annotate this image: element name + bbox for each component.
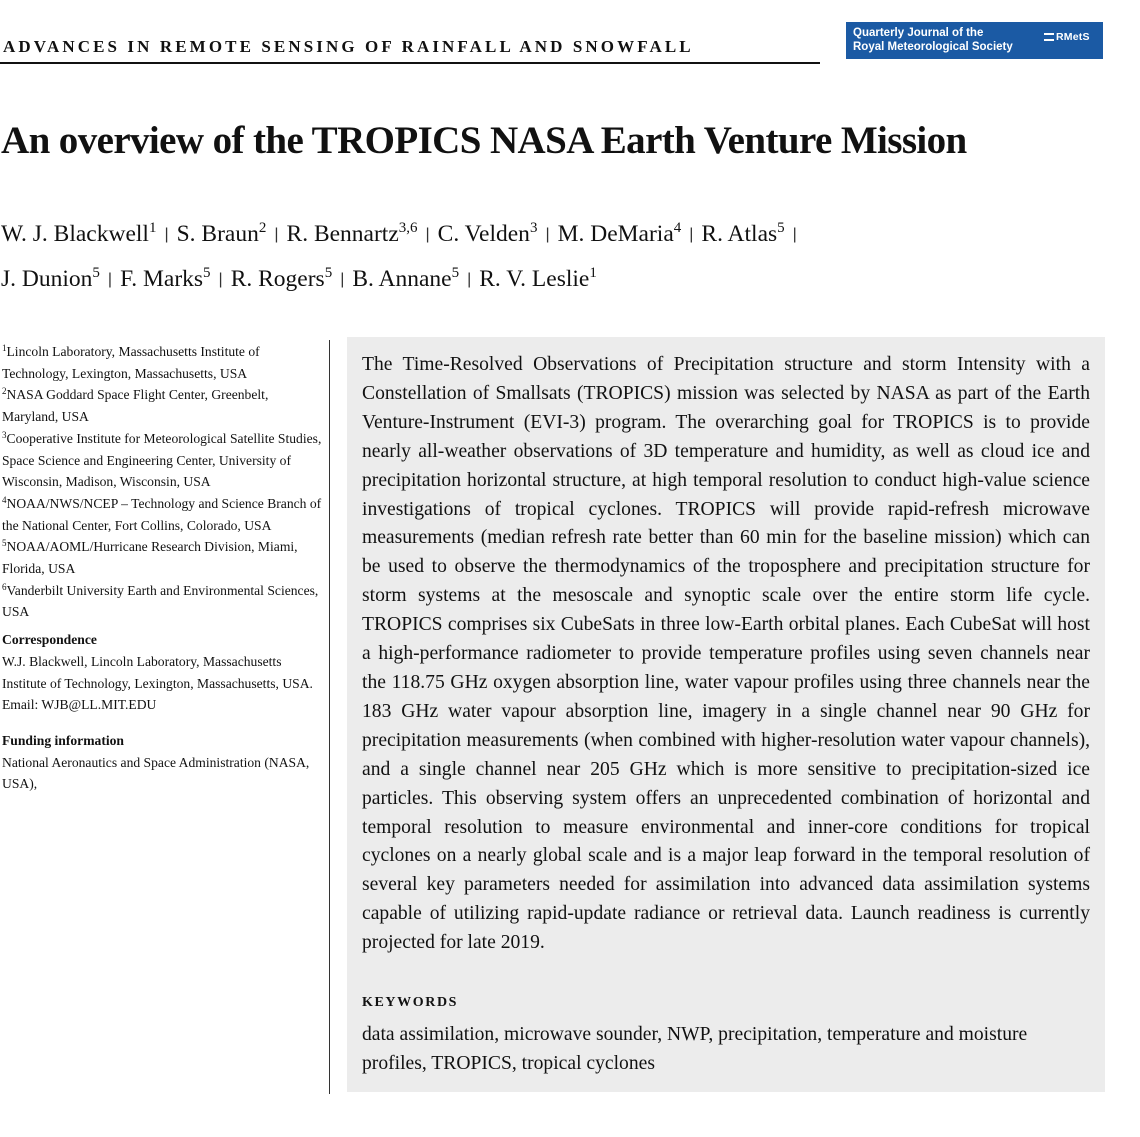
abstract-panel (347, 337, 1105, 1092)
author-separator: | (218, 271, 223, 288)
author-name: B. Annane (352, 266, 452, 292)
author-affiliation-mark: 4 (673, 220, 682, 236)
funding-text: National Aeronautics and Space Administration (NASA, USA), (2, 754, 310, 792)
journal-name-line2: Royal Meteorological Society (853, 41, 1013, 53)
affiliation-text: Lincoln Laboratory, Massachusetts Institute of Technology, Lexington, Massachusetts, USA (2, 344, 260, 381)
author-name: R. Rogers (230, 266, 325, 292)
affiliation-number: 4 (2, 494, 7, 505)
author-separator: | (107, 271, 113, 288)
affiliation-list (2, 341, 324, 623)
author (1, 221, 156, 247)
author (177, 221, 267, 247)
affiliation (2, 536, 324, 579)
author (701, 221, 784, 247)
keywords-text: data assimilation, microwave sounder, NWP, precipitation, temperature and moisture profiles, TROPICS, tropical cyclones (362, 1024, 1028, 1074)
affiliation-text: NASA Goddard Space Flight Center, Greenbelt, Maryland, USA (2, 387, 269, 425)
affiliation-number: 3 (2, 429, 7, 440)
author (287, 221, 418, 247)
series-title: ADVANCES IN REMOTE SENSING OF RAINFALL AND SNOWFALL (3, 37, 694, 56)
author-name: R. Bennartz (286, 221, 399, 247)
author-separator: | (340, 271, 345, 288)
author-affiliation-mark: 5 (451, 265, 460, 281)
rmets-logo-text: RMetS (1056, 31, 1090, 43)
author-name: R. V. Leslie (479, 266, 590, 292)
affiliation-number: 6 (2, 581, 7, 592)
side-column (2, 341, 324, 795)
affiliation (2, 580, 324, 623)
affiliation (2, 493, 324, 536)
keywords-heading: KEYWORDS (362, 995, 459, 1010)
author-separator: | (425, 226, 430, 243)
affiliation-text: Vanderbilt University Earth and Environmental Sciences, USA (2, 582, 319, 620)
rmets-logo (1044, 31, 1090, 43)
author-affiliation-mark: 3,6 (398, 220, 418, 236)
author-name: S. Braun (176, 221, 259, 247)
author (120, 266, 210, 292)
header-rule (0, 62, 820, 64)
author (558, 221, 682, 247)
affiliation-text: Cooperative Institute for Meteorological Satellite Studies, Space Science and Engineering Center, University of Wisconsin, Madison, Wisconsin, USA (2, 430, 322, 490)
author-name: F. Marks (120, 266, 204, 292)
author-affiliation-mark: 5 (777, 220, 785, 236)
author (231, 266, 333, 292)
column-divider (329, 340, 330, 1094)
affiliation-number: 1 (2, 343, 7, 353)
abstract-text: The Time-Resolved Observations of Precipitation structure and storm Intensity with a Constellation of Smallsats (TROPICS) mission was selected by NASA as part of the Earth Venture-Instrument (EVI-3) program. The overarching goal for TROPICS is to provide nearly all-weather observations of 3D temperature and humidity, as well as cloud ice and precipitation horizontal structure, at high temporal resolution to conduct high-value science investigations of tropical cyclones. TROPICS will provide rapid-refresh microwave measurements (median refresh rate better than 60 min for the baseline mission) which can be used to observe the thermodynamics of the troposphere and precipitation structure for storm systems at the mesoscale and synoptic scale over the entire storm life cycle. TROPICS comprises six CubeSats in three low-Earth orbital planes. Each CubeSat will host a high-performance radiometer to provide temperature profiles using seven channels near the 118.75 GHz oxygen absorption line, water vapour profiles using three channels near the 183 GHz water vapour absorption line, imagery in a single channel near 90 GHz for precipitation measurements (when combined with higher-resolution water vapour channels), and a single channel near 205 GHz which is more sensitive to precipitation-sized ice particles. This observing system offers an unprecedented combination of horizontal and temporal resolution to measure environmental and inner-core conditions for tropical cyclones on a nearly global scale and is a major leap forward in the temporal resolution of several key parameters needed for assimilation into advanced data assimilation systems capable of utilizing rapid-update radiance or retrieval data. Launch readiness is currently projected for late 2019. (362, 354, 1090, 954)
funding-heading: Funding information (2, 732, 124, 748)
affiliation (2, 428, 324, 493)
author-affiliation-mark: 1 (589, 265, 597, 281)
author-separator: | (792, 226, 797, 243)
affiliation-number: 2 (2, 386, 7, 397)
journal-name (853, 26, 1013, 54)
author-list (1, 212, 1101, 302)
author (352, 266, 459, 292)
author-affiliation-mark: 5 (324, 265, 333, 281)
author-name: W. J. Blackwell (1, 221, 149, 247)
author-separator: | (274, 226, 279, 243)
correspondence-email[interactable]: Email: WJB@LL.MIT.EDU (2, 697, 157, 713)
author (479, 266, 597, 292)
author-separator: | (467, 271, 472, 288)
affiliation-text: NOAA/AOML/Hurricane Research Division, Miami, Florida, USA (2, 539, 298, 577)
journal-name-line1: Quarterly Journal of the (853, 27, 984, 39)
author-separator: | (689, 226, 694, 243)
author-affiliation-mark: 2 (258, 220, 267, 236)
article-title: An overview of the TROPICS NASA Earth Venture Mission (1, 119, 967, 162)
author-affiliation-mark: 1 (148, 220, 157, 236)
author-affiliation-mark: 5 (203, 265, 211, 281)
affiliation-text: NOAA/NWS/NCEP – Technology and Science Branch of the National Center, Fort Collins, Colorado, USA (2, 495, 322, 533)
correspondence-text: W.J. Blackwell, Lincoln Laboratory, Massachusetts Institute of Technology, Lexington, Massachusetts, USA. (2, 653, 313, 691)
journal-badge[interactable] (846, 22, 1103, 59)
author-separator: | (545, 226, 550, 243)
author-name: M. DeMaria (557, 221, 674, 247)
author-separator: | (164, 226, 169, 243)
author (1, 266, 100, 292)
author-affiliation-mark: 3 (529, 220, 538, 236)
author-name: R. Atlas (701, 221, 778, 247)
author-name: J. Dunion (1, 266, 93, 292)
author-affiliation-mark: 5 (92, 265, 100, 281)
affiliation (2, 384, 324, 427)
author-name: C. Velden (437, 221, 530, 247)
rmets-emblem-icon (1044, 33, 1054, 41)
affiliation-number: 5 (2, 538, 7, 549)
author (438, 221, 538, 247)
correspondence-heading: Correspondence (2, 632, 97, 648)
affiliation (2, 341, 324, 384)
